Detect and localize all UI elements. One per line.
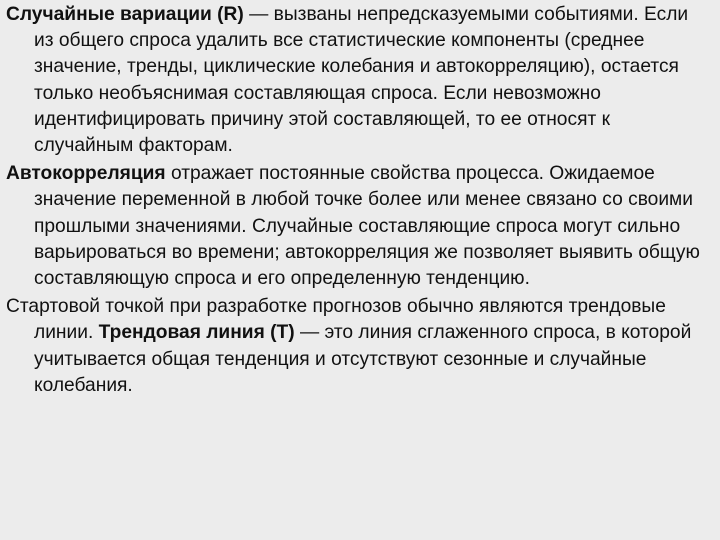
term-random-variations: Случайные вариации (R) [6,4,244,25]
paragraph-autocorrelation [6,161,712,292]
paragraph-trend-line-text: — это линия сглаженного спроса, в которой учитывается общая тенденция и отсутствуют сезонные и случайные колебания. [34,322,692,396]
paragraph-autocorrelation-text: отражает постоянные свойства процесса. Ожидаемое значение переменной в любой точке более или менее связано со своими прошлыми значениями. Случайные составляющие спроса могут сильно варьироваться во времени; автокорреляция же позволяет выявить общую составляющую спроса и его определенную тенденцию. [34,163,700,290]
paragraph-trend-line [6,294,712,399]
paragraph-random-variations-text: — вызваны непредсказуемыми событиями. Если из общего спроса удалить все статистические компоненты (среднее значение, тренды, циклические колебания и автокорреляцию), остается только необъяснимая составляющая спроса. Если невозможно идентифицировать причину этой составляющей, то ее относят к случайным факторам. [34,4,689,157]
term-trend-line: Трендовая линия (Т) [98,322,295,344]
paragraph-random-variations [6,2,712,159]
paragraph-trend-line-lead: Стартовой точкой при разработке прогнозов обычно являются трендовые линии. [6,296,666,344]
term-autocorrelation: Автокорреляция [6,163,166,185]
